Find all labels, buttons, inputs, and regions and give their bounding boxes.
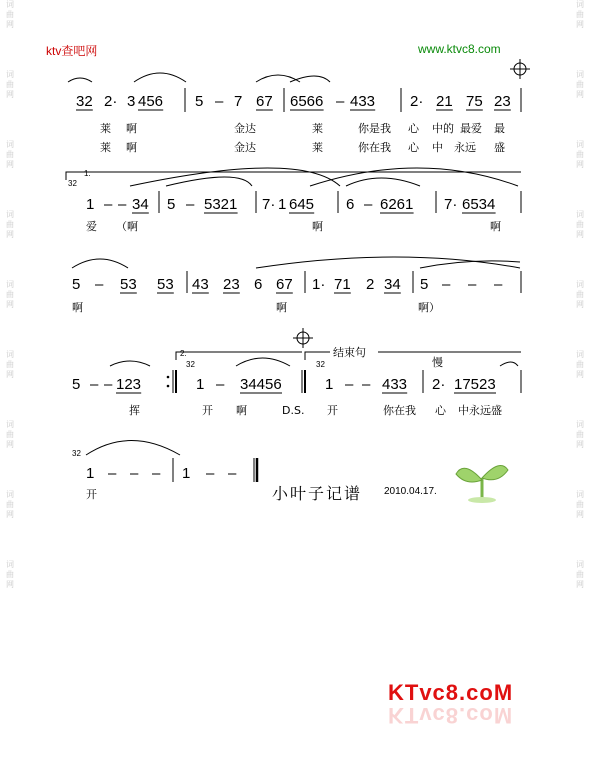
lyric: （啊	[116, 220, 138, 233]
svg-text:32: 32	[186, 360, 195, 369]
volta-2: 2.	[180, 349, 187, 358]
lyric: 心	[435, 404, 446, 417]
note-group: –	[152, 465, 161, 482]
note-group: 1	[196, 376, 205, 393]
lyric: 啊）	[418, 301, 440, 314]
lyric: 中永远盛	[458, 404, 502, 417]
volta-1: 1.	[84, 169, 91, 178]
note-group: 2·	[104, 93, 118, 110]
registration-mark-mid	[293, 328, 313, 348]
note-group: –	[90, 376, 99, 393]
note-group: 43	[192, 276, 209, 293]
lyric: 开	[86, 488, 97, 501]
lyric: 莱	[100, 122, 111, 135]
note-group: 456	[138, 93, 164, 110]
lyric: 金达	[234, 122, 256, 135]
note-group: –	[336, 93, 345, 110]
svg-text:32: 32	[316, 360, 325, 369]
note-group: 645	[289, 196, 315, 213]
lyric: 啊	[490, 220, 501, 233]
note-group: –	[104, 376, 113, 393]
note-group: 1	[325, 376, 334, 393]
note-group: 5	[72, 276, 81, 293]
note-group: –	[206, 465, 215, 482]
note-group: 71	[334, 276, 351, 293]
lyric: 啊	[126, 141, 137, 154]
note-group: –	[215, 93, 224, 110]
note-group: 1	[278, 196, 287, 213]
lyric: 盛	[494, 141, 505, 154]
lyric: 你是我	[358, 122, 391, 135]
note-group: 123	[116, 376, 142, 393]
note-group: –	[130, 465, 139, 482]
lyric: 啊	[126, 122, 137, 135]
watermark-ktv8-cn: ktv查吧网	[46, 44, 98, 58]
lyric: 开	[202, 404, 213, 417]
lyric: 最爱	[460, 122, 482, 135]
side-watermark-left: 词 曲 网 词 曲 网 词 曲 网 词 曲 网 词 曲 网 词 曲 网 词 曲 网 词 曲 网 词 曲 网	[6, 0, 14, 589]
note-group: 17523	[454, 376, 496, 393]
note-group: 6261	[380, 196, 414, 213]
lyric: 你在我	[383, 404, 416, 417]
note-group: –	[442, 276, 451, 293]
note-group: –	[118, 196, 127, 213]
note-group: –	[95, 276, 104, 293]
lyric: 心	[408, 122, 419, 135]
note-group: 23	[494, 93, 511, 110]
note-group: 7	[234, 93, 243, 110]
note-group: 7·	[262, 196, 276, 213]
note-group: 5321	[204, 196, 238, 213]
lyric: 莱	[100, 141, 111, 154]
note-group: 75	[466, 93, 483, 110]
lyric: 开	[327, 404, 338, 417]
note-group: –	[216, 376, 225, 393]
note-group: 6534	[462, 196, 496, 213]
sprout-logo	[452, 456, 512, 504]
ending-label: 结束句	[333, 346, 366, 359]
note-group: 67	[276, 276, 293, 293]
note-group: –	[345, 376, 354, 393]
watermark-url: www.ktvc8.com	[418, 42, 501, 56]
note-group: 1	[182, 465, 191, 482]
date: 2010.04.17.	[384, 486, 437, 497]
note-group: –	[108, 465, 117, 482]
lyric: 爱	[86, 220, 97, 233]
note-group: 2·	[432, 376, 446, 393]
note-group: 23	[223, 276, 240, 293]
lyric: D.S.	[282, 404, 305, 417]
note-group: 21	[436, 93, 453, 110]
registration-mark-top	[510, 59, 530, 79]
note-group: 1·	[312, 276, 326, 293]
tempo-mark: 慢	[432, 356, 443, 369]
lyric: 挥	[129, 404, 140, 417]
note-group: 433	[350, 93, 376, 110]
note-group: 67	[256, 93, 273, 110]
signature: 小叶子记谱	[272, 484, 363, 503]
note-group: –	[186, 196, 195, 213]
lyric: 中	[432, 141, 443, 154]
lyric: 金达	[234, 141, 256, 154]
lyric: 莱	[312, 141, 323, 154]
lyric: 啊	[276, 301, 287, 314]
note-group: –	[364, 196, 373, 213]
lyric: 你在我	[358, 141, 391, 154]
note-group: –	[468, 276, 477, 293]
lyric: 心	[408, 141, 419, 154]
note-group: –	[104, 196, 113, 213]
note-group: 53	[157, 276, 174, 293]
side-watermark-right: 词 曲 网 词 曲 网 词 曲 网 词 曲 网 词 曲 网 词 曲 网 词 曲 网 词 曲 网 词 曲 网	[576, 0, 584, 589]
note-group: 6566	[290, 93, 324, 110]
note-group: 1	[86, 196, 95, 213]
note-group: 5	[167, 196, 176, 213]
lyric: 啊	[72, 301, 83, 314]
note-group: –	[494, 276, 503, 293]
note-group: 1	[86, 465, 95, 482]
note-group: 34456	[240, 376, 282, 393]
lyric: 永远	[454, 141, 476, 154]
note-group: 5	[195, 93, 204, 110]
note-group: 5	[72, 376, 81, 393]
note-group: 2	[366, 276, 375, 293]
note-group: –	[362, 376, 371, 393]
note-group: 2·	[410, 93, 424, 110]
svg-text:32: 32	[72, 449, 81, 458]
note-group: –	[228, 465, 237, 482]
note-group: 5	[420, 276, 429, 293]
note-group: 3	[127, 93, 136, 110]
note-group: 32	[76, 93, 93, 110]
note-group: 7·	[444, 196, 458, 213]
lyric: 啊	[236, 404, 247, 417]
note-group: 53	[120, 276, 137, 293]
lyric: 莱	[312, 122, 323, 135]
note-group: 6	[346, 196, 355, 213]
lyric: 中的	[432, 122, 454, 135]
note-group: 34	[132, 196, 149, 213]
note-group: 34	[384, 276, 401, 293]
svg-text:32: 32	[68, 179, 77, 188]
bottom-logo: KTvc8.coM	[388, 680, 514, 705]
lyric: 最	[494, 122, 505, 135]
bottom-logo-reflection: KTvc8.coM	[388, 703, 514, 728]
note-group: 6	[254, 276, 263, 293]
note-group: 433	[382, 376, 408, 393]
lyric: 啊	[312, 220, 323, 233]
